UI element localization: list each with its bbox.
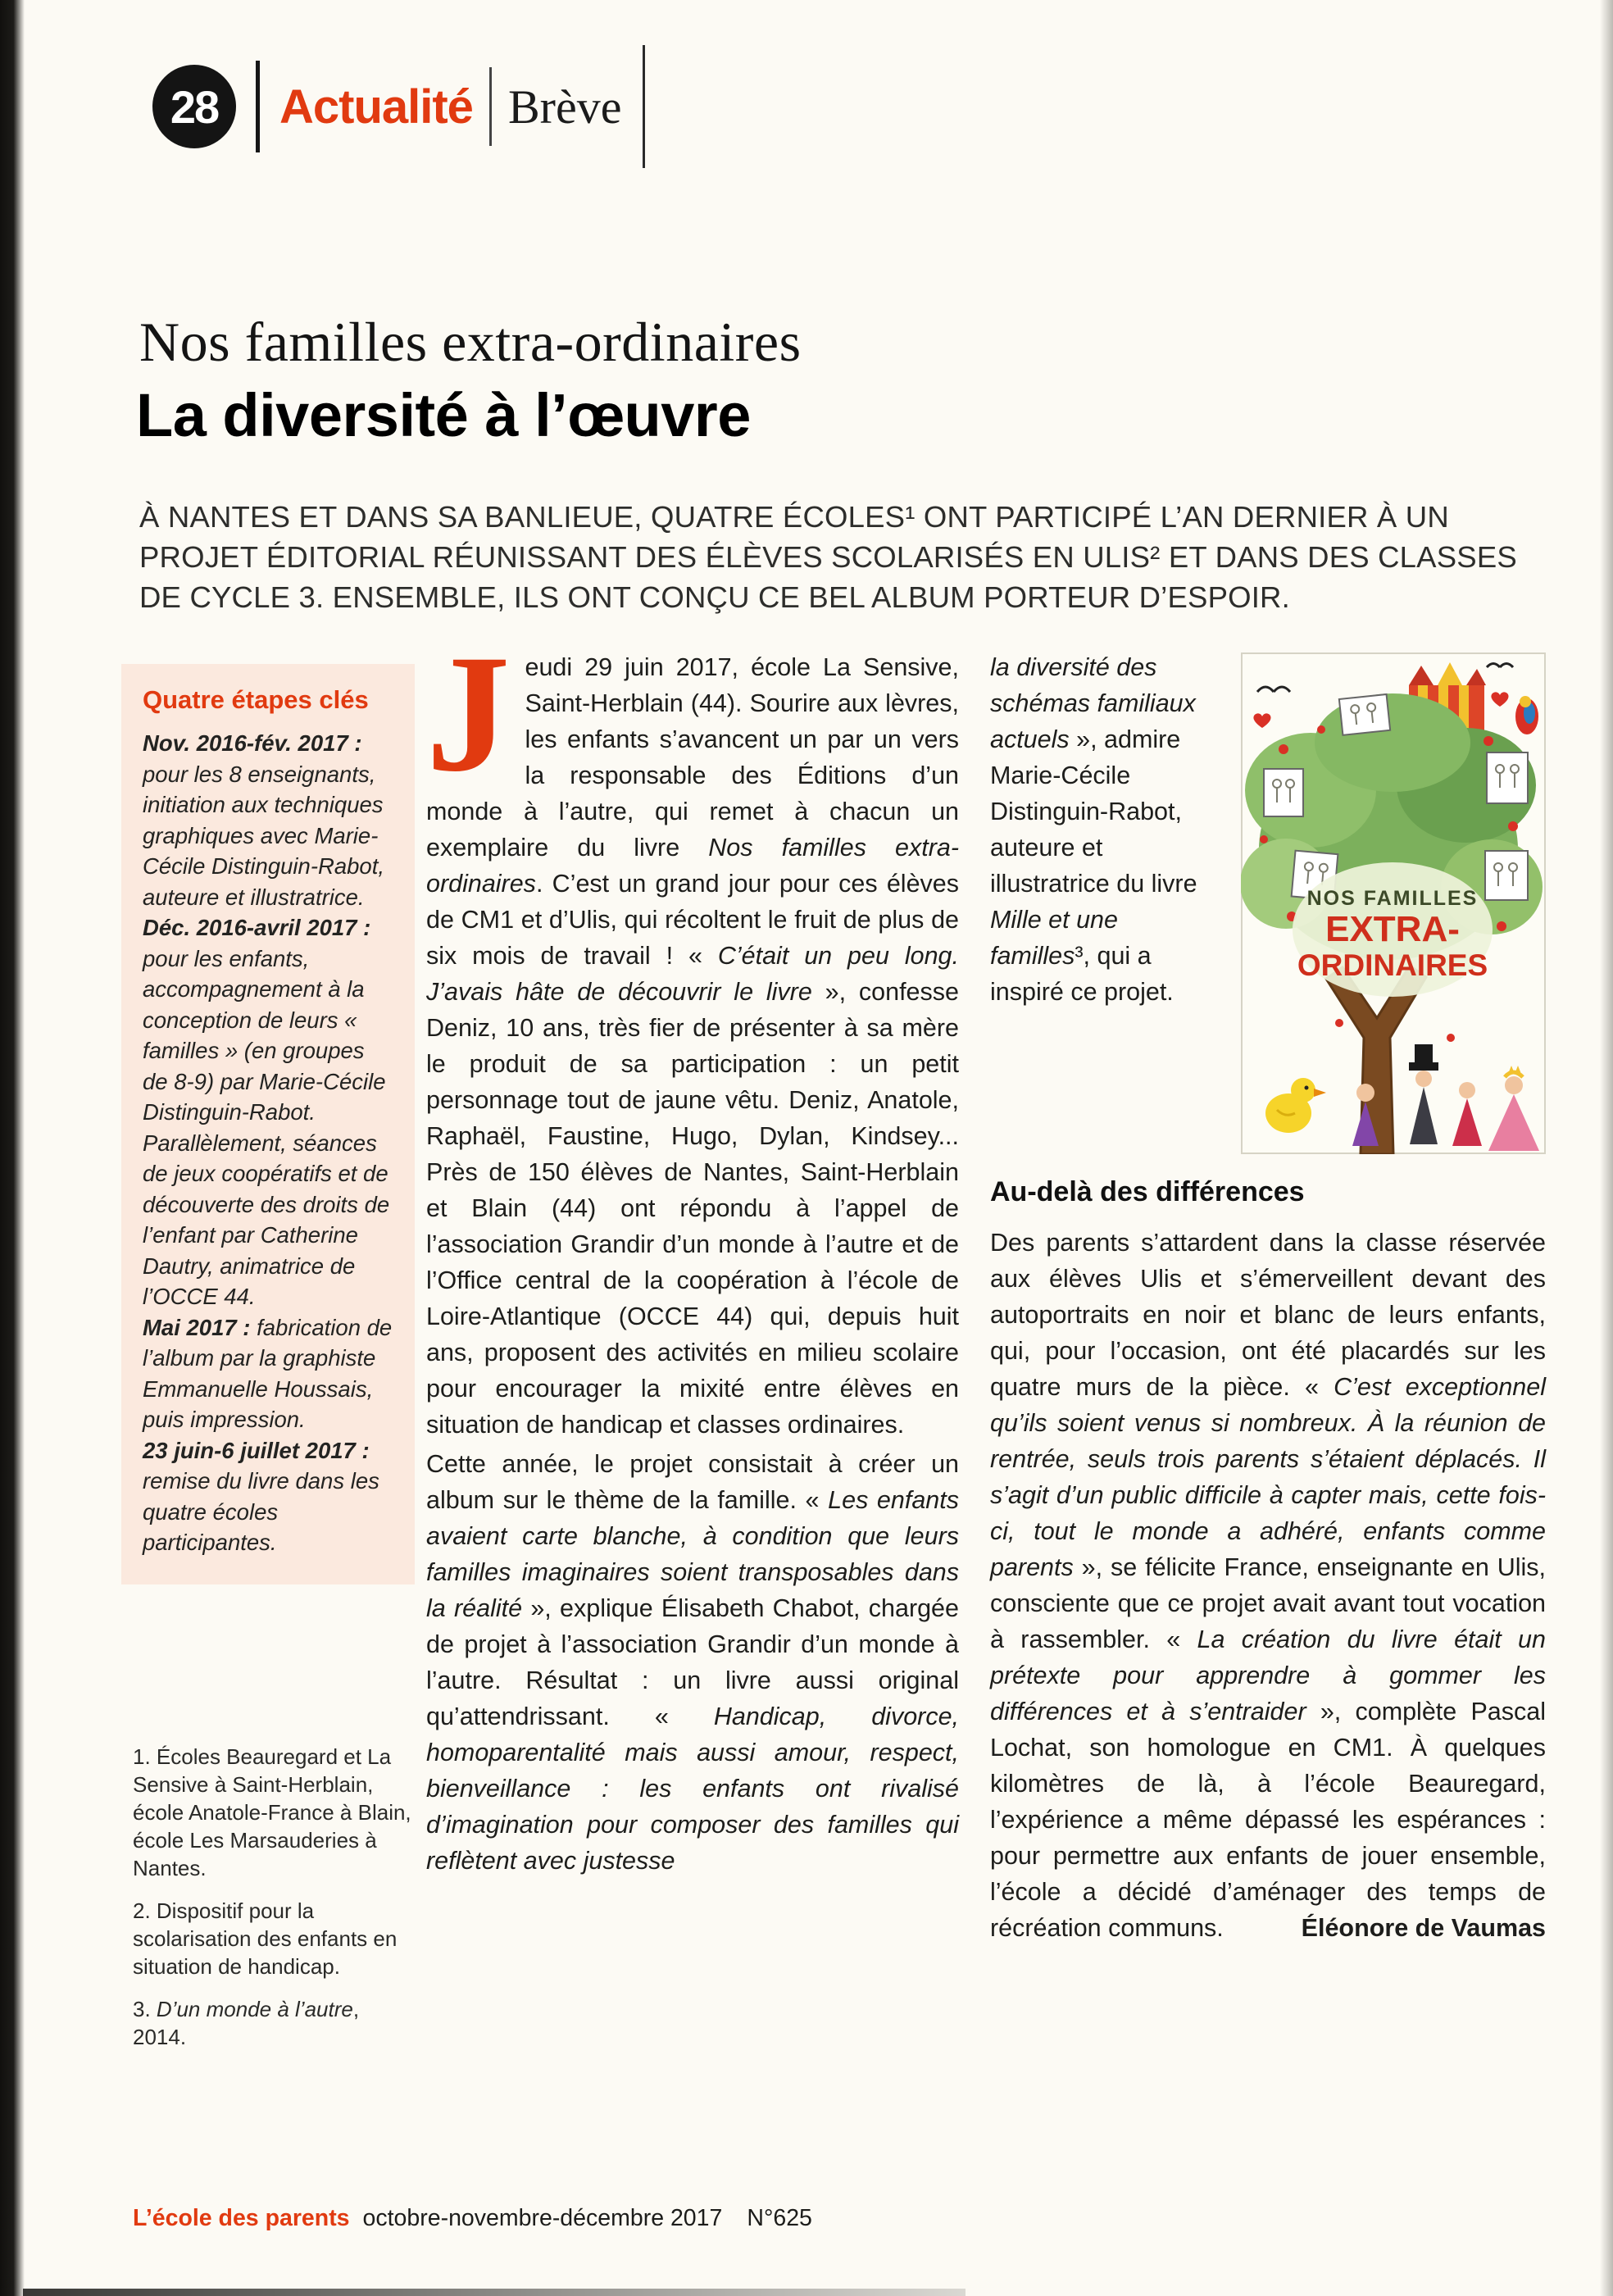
paragraph: Des parents s’attardent dans la classe réservée aux élèves Ulis et s’émerveillent devant des autoportraits en noir et blanc de leurs enfants, qui, pour l’occasion, ont été placardés sur les quatre murs de la pièce. « C’est exceptionnel qu’ils soient venus si nombreux. À la réunion de rentrée, seuls trois parents s’étaient déplacés. Il s’agit d’un public difficile à capter mais, cette fois-ci, tout le monde a adhéré, enfants comme parents », se félicite France, enseignante en Ulis, consciente que ce projet avait avant tout vocation à rassembler. « La création du livre était un prétexte pour apprendre à gommer les différences et à s’entraider », complète Pascal Lochat, son homologue en CM1. À quelques kilomètres de là, à l’école Beauregard, l’expérience a même dépassé les espérances : pour permettre aux enfants de jouer ensemble, l’école a décidé d’aménager des temps de récréation communs. [990,1229,1546,1942]
standfirst: À NANTES ET DANS SA BANLIEUE, QUATRE ÉCOLES¹ ONT PARTICIPÉ L’AN DERNIER À UN PROJET ÉDITORIAL RÉUNISSANT DES ÉLÈVES SCOLARISÉS EN ULIS² ET DANS DES CLASSES DE CYCLE 3. ENSEMBLE, ILS ONT CONÇU CE BEL ALBUM PORTEUR D’ESPOIR. [139,500,1517,614]
paragraph: Jeudi 29 juin 2017, école La Sensive, Saint-Herblain (44). Sourire aux lèvres, les enfants s’avancent un par un vers la responsable des Éditions d’un monde à l’autre, qui remet à chacun un exemplaire du livre Nos familles extra-ordinaires. C’est un grand jour pour ces élèves de CM1 et d’Ulis, qui récoltent le fruit de plus de six mois de travail ! « C’était un peu long. J’avais hâte de découvrir le livre », confesse Deniz, 10 ans, très fier de présenter à sa mère le produit de sa participation : un petit personnage tout de jaune vêtu. Deniz, Anatole, Raphaël, Faustine, Hugo, Dylan, Kindsey... Près de 150 élèves de Nantes, Saint-Herblain et Blain (44) ont répondu à l’appel de l’association Grandir d’un monde à l’autre et de l’Office central de la coopération à l’école de Loire-Atlantique (OCCE 44) qui, depuis huit ans, proposent des activités en milieu scolaire pour encourager la mixité entre élèves en situation de handicap et classes ordinaires. [426,621,959,1439]
wrap-paragraph: la diversité des schémas familiaux actuels », admire Marie-Cécile Distinguin-Rabot, auteure et illustratrice du livre Mille et une familles³, qui a inspiré ce projet. [990,653,1197,1006]
paragraph: Cette année, le projet consistait à créer un album sur le thème de la famille. « Les enfants avaient carte blanche, à condition que leurs familles imaginaires soient transposables dans la réalité », explique Élisabeth Chabot, chargée de projet à l’association Grandir d’un monde à l’autre. Résultat : un livre aussi original qu’attendrissant. « Handicap, divorce, homoparentalité mais aussi amour, respect, bienveillance : les enfants ont rivalisé d’imagination pour composer des familles qui reflètent avec justesse [426,1450,960,1875]
dropcap: J [426,621,511,807]
masthead [152,57,665,156]
footnote: 1. Écoles Beauregard et La Sensive à Saint-Herblain, école Anatole-France à Blain, école Les Marsauderies à Nantes. [133,1744,411,1880]
scan-edge-left [0,0,25,2296]
subhead: Au-delà des différences [990,1176,1305,1207]
page-number-badge: 28 [152,65,236,148]
scan-edge-bottom [23,2289,966,2296]
byline: Éléonore de Vaumas [1301,1914,1546,1942]
divider-bar [256,61,260,152]
key-step: 23 juin-6 juillet 2017 : remise du livre dans les quatre écoles participantes. [143,1437,379,1555]
article-column-1 [426,621,960,1879]
key-steps-box [121,664,415,1584]
key-step: Mai 2017 : fabrication de l’album par la graphiste Emmanuelle Houssais, puis impression. [143,1314,393,1432]
cover-title-bottom: ORDINAIRES [1297,948,1488,982]
article-title: La diversité à l’œuvre [136,381,751,449]
divider-bar-thin [489,67,492,146]
book-cover [1241,652,1546,1154]
article-column-2 [990,649,1546,1946]
subsection-label: Brève [507,80,622,134]
issue-date: octobre-novembre-décembre 2017 [362,2205,723,2231]
footnote: 3. D’un monde à l’autre, 2014. [133,1997,360,2049]
section-label: Actualité [279,80,473,134]
key-steps-title: Quatre étapes clés [143,685,369,714]
footnote: 2. Dispositif pour la scolarisation des enfants en situation de handicap. [133,1898,398,1979]
key-step: Déc. 2016-avril 2017 : pour les enfants, accompagnement à la conception de leurs « familles » (en groupes de 8-9) par Marie-Cécile Distinguin-Rabot. Parallèlement, séances de jeux coopératifs et de découverte des droits de l’enfant par Catherine Dautry, animatrice de l’OCCE 44. [143,915,390,1309]
footnotes [133,1743,415,2066]
book-cover-illustration [1241,652,1546,1154]
article-kicker: Nos familles extra-ordinaires [139,311,802,373]
divider-bar-end [643,45,645,168]
magazine-name: L’école des parents [133,2205,350,2231]
key-step: Nov. 2016-fév. 2017 : pour les 8 enseignants, initiation aux techniques graphiques avec Marie-Cécile Distinguin-Rabot, auteure et illustratrice. [143,730,384,910]
issue-number: N°625 [747,2205,812,2231]
cover-title-mid: EXTRA- [1325,909,1460,949]
scan-edge-right [1600,0,1613,2296]
page-footer [133,2205,812,2232]
cover-title-top: NOS FAMILLES [1306,887,1479,910]
